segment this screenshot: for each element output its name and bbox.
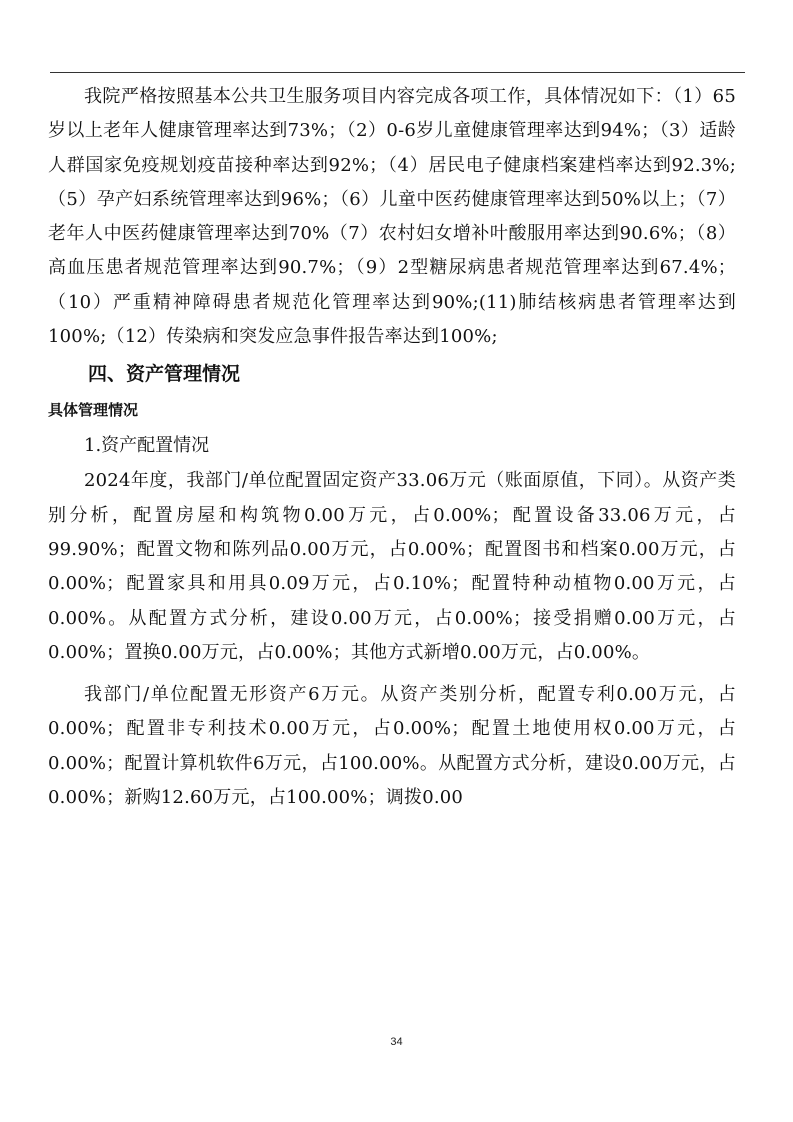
public-health-paragraph: 我院严格按照基本公共卫生服务项目内容完成各项工作，具体情况如下：（1）65岁以上老年人健康管理率达到73%；（2）0-6岁儿童健康管理率达到94%；（3）适龄人群国家免疫规划疫苗接种率达到92%；（4）居民电子健康档案建档率达到92.3%;（5）孕产妇系统管理率达到96%；（6）儿童中医药健康管理率达到50%以上；（7）老年人中医药健康管理率达到70%（7）农村妇女增补叶酸服用率达到90.6%；（8）高血压患者规范管理率达到90.7%；（9）2型糖尿病患者规范管理率达到67.4%；（10）严重精神障碍患者规范化管理率达到90%;(11)肺结核病患者管理率达到100%;（12）传染病和突发应急事件报告率达到100%; [48,86,736,348]
page-body [48,80,736,815]
intangible-assets-paragraph: 我部门/单位配置无形资产6万元。从资产类别分析，配置专利0.00万元，占0.00%；配置非专利技术0.00万元，占0.00%；配置土地使用权0.00万元，占0.00%；配置计算机软件6万元，占100.00%。从配置方式分析，建设0.00万元，占0.00%；新购12.60万元，占100.00%；调拨0.00 [48,684,736,809]
header-rule [50,72,745,73]
fixed-assets-paragraph: 2024年度，我部门/单位配置固定资产33.06万元（账面原值，下同）。从资产类别分析，配置房屋和构筑物0.00万元，占0.00%；配置设备33.06万元，占99.90%；配置文物和陈列品0.00万元，占0.00%；配置图书和档案0.00万元，占0.00%；配置家具和用具0.09万元，占0.10%；配置特种动植物0.00万元，占0.00%。从配置方式分析，建设0.00万元，占0.00%；接受捐赠0.00万元，占0.00%；置换0.00万元，占0.00%；其他方式新增0.00万元，占0.00%。 [48,470,736,663]
section-heading-asset-management: 四、资产管理情况 [88,363,241,386]
page-number: 34 [390,1036,403,1048]
subheading-management-details: 具体管理情况 [48,401,139,420]
item-heading-asset-configuration: 1.资产配置情况 [84,435,210,457]
